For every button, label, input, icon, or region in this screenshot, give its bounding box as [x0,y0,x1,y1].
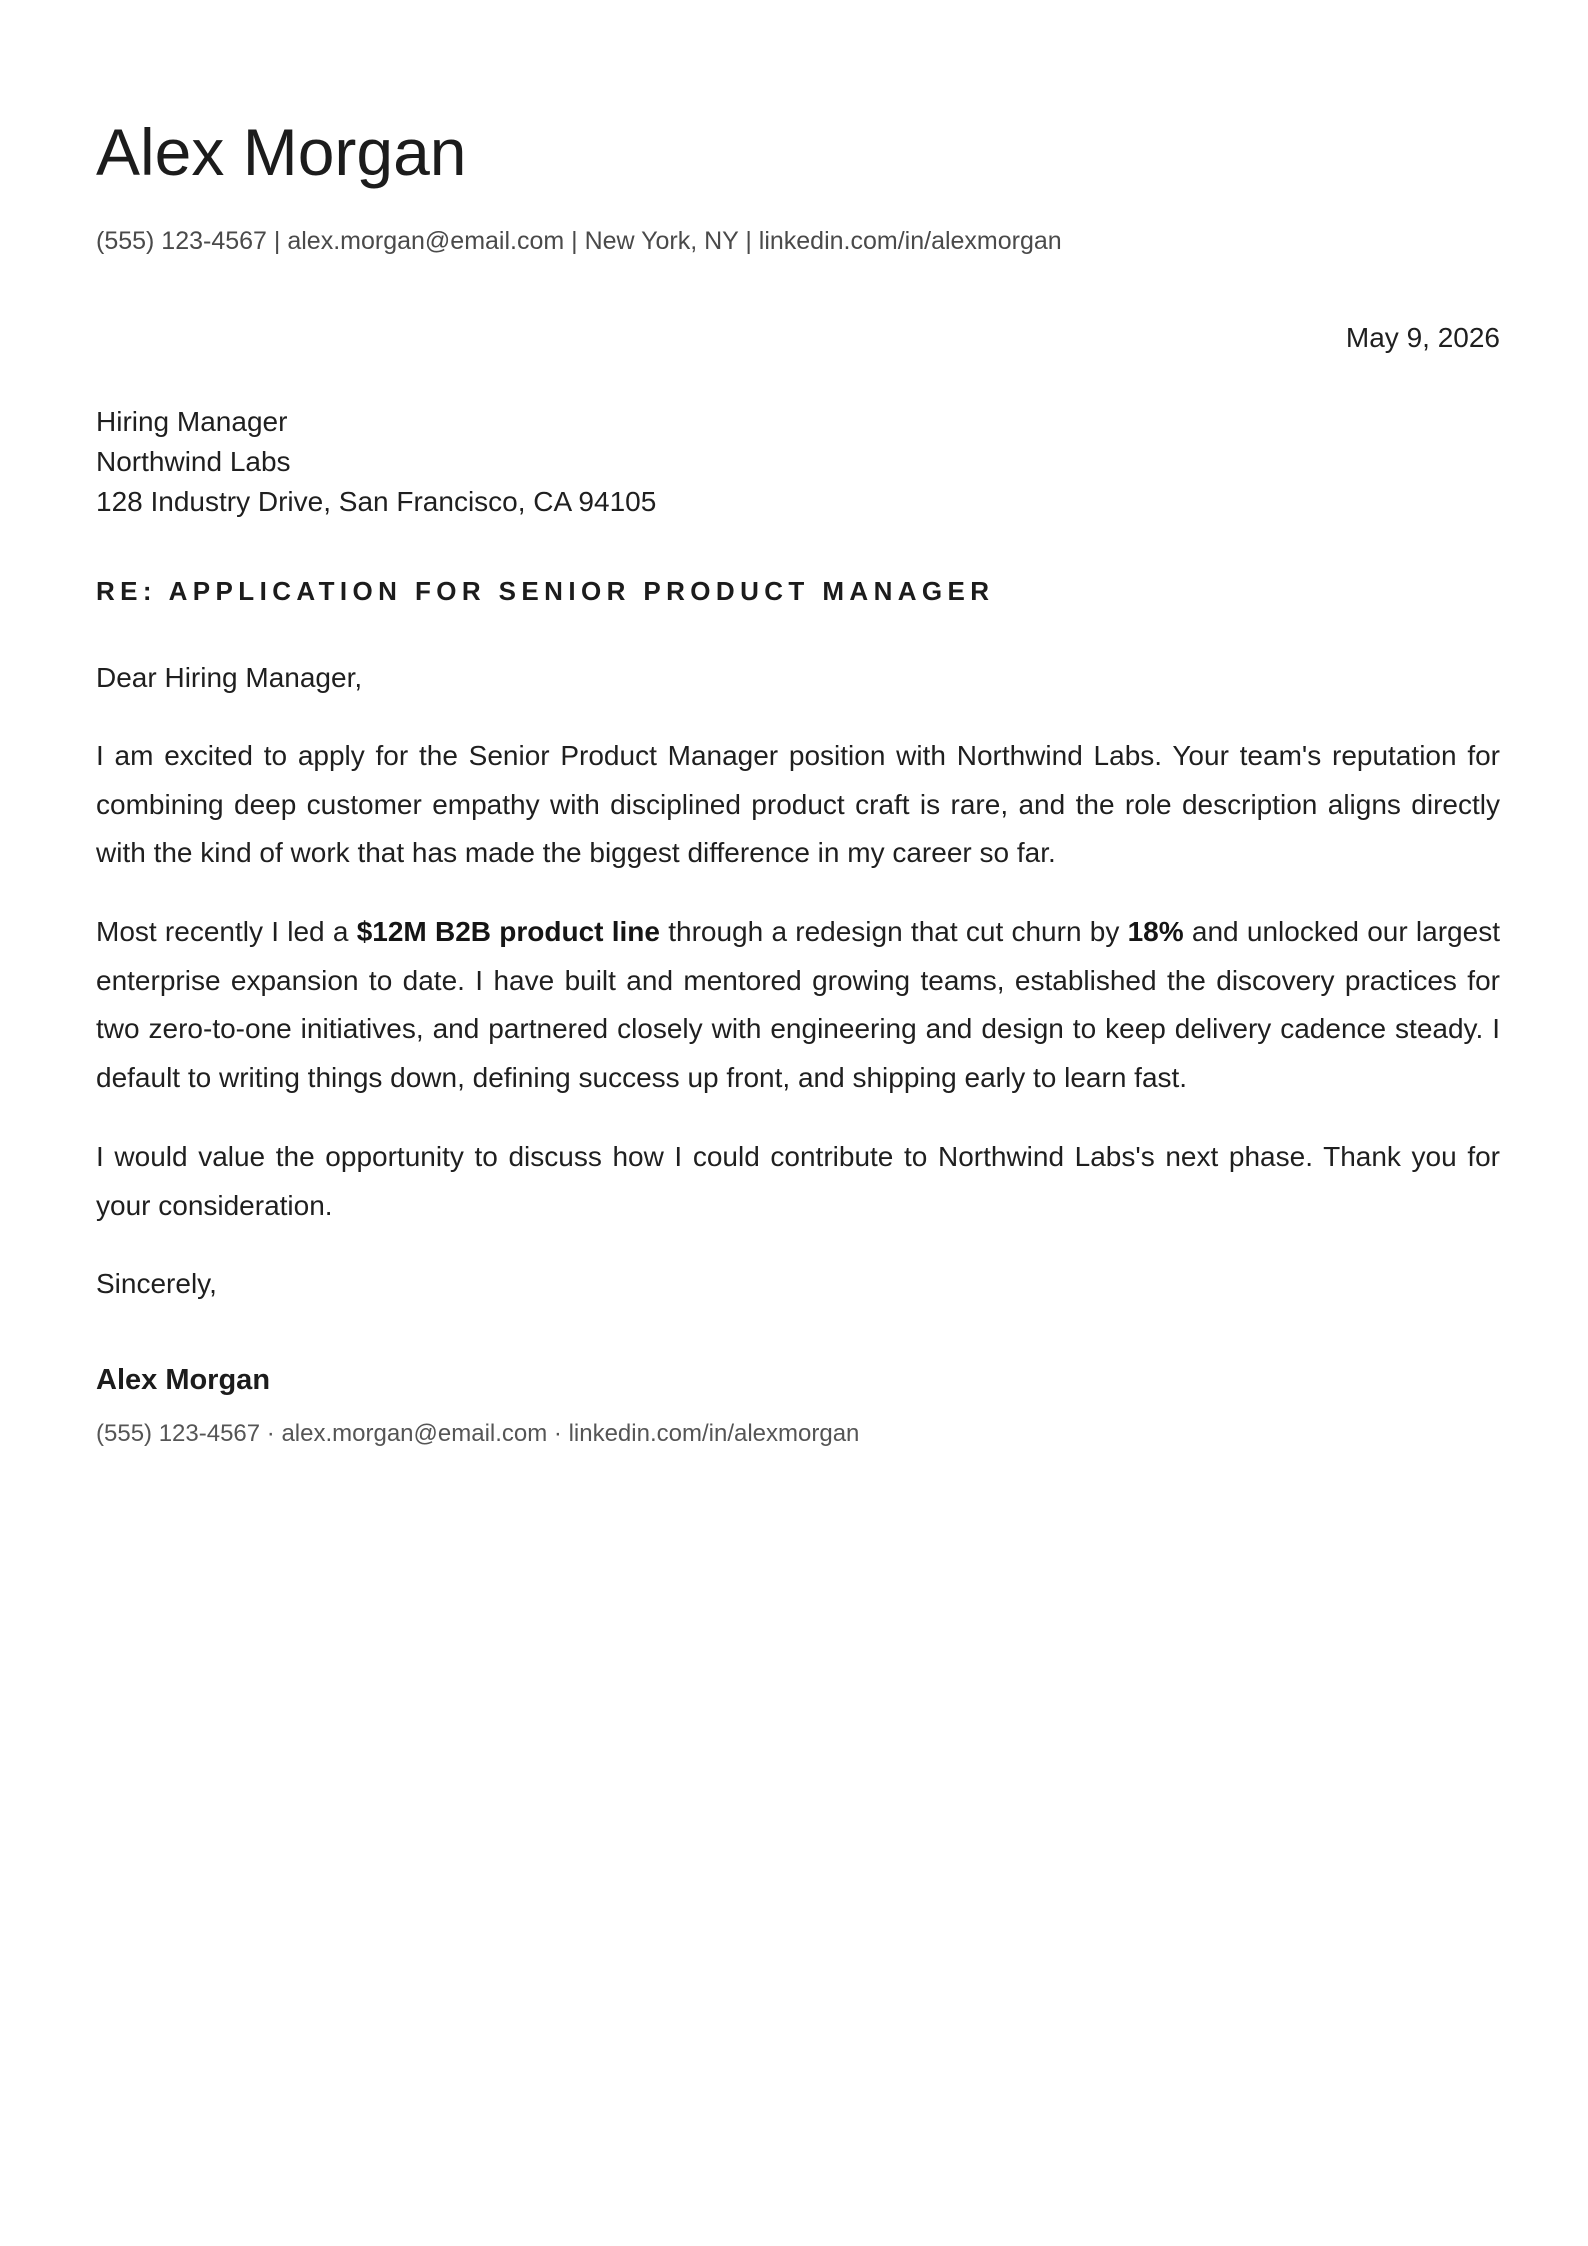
signature-contact-line: (555) 123-4567 · alex.morgan@email.com · linkedin.com/in/alexmorgan [96,1420,860,1447]
paragraph-2-text-1: Most recently I led a [96,916,357,947]
letter-date: May 9, 2026 [1345,322,1500,353]
body-paragraph-2 [96,908,1500,1102]
closing: Sincerely, [96,1268,217,1299]
paragraph-2-text-3: and unlocked our largest enterprise expansion to date. I have built and mentored growing teams, established the discovery practices for two zero-to-one initiatives, and partnered closely with engineering and design to keep delivery cadence steady. I default to writing things down, defining success up front, and shipping early to learn fast. [96,916,1500,1093]
recipient-title: Hiring Manager [96,406,288,437]
salutation: Dear Hiring Manager, [96,662,363,693]
paragraph-2-text-2: through a redesign that cut churn by [659,916,1128,947]
header-contact-line: (555) 123-4567 | alex.morgan@email.com | New York, NY | linkedin.com/in/alexmorgan [96,227,1062,255]
body-paragraph-3: I would value the opportunity to discuss how I could contribute to Northwind Labs's next phase. Thank you for your consideration. [96,1141,1500,1221]
recipient-address: 128 Industry Drive, San Francisco, CA 94105 [96,486,657,517]
recipient-block [96,402,656,522]
applicant-name: Alex Morgan [96,115,467,189]
recipient-company: Northwind Labs [96,446,291,477]
paragraph-2-highlight-churn: 18% [1127,916,1184,947]
signature-name: Alex Morgan [96,1364,271,1396]
body-paragraph-1: I am excited to apply for the Senior Product Manager position with Northwind Labs. Your team's reputation for combining deep customer empathy with disciplined product craft is rare, and the role description aligns directly with the kind of work that has made the biggest difference in my career so far. [96,740,1500,868]
subject-line: RE: APPLICATION FOR SENIOR PRODUCT MANAGER [96,576,995,606]
paragraph-2-highlight-product-line: $12M B2B product line [356,916,660,947]
